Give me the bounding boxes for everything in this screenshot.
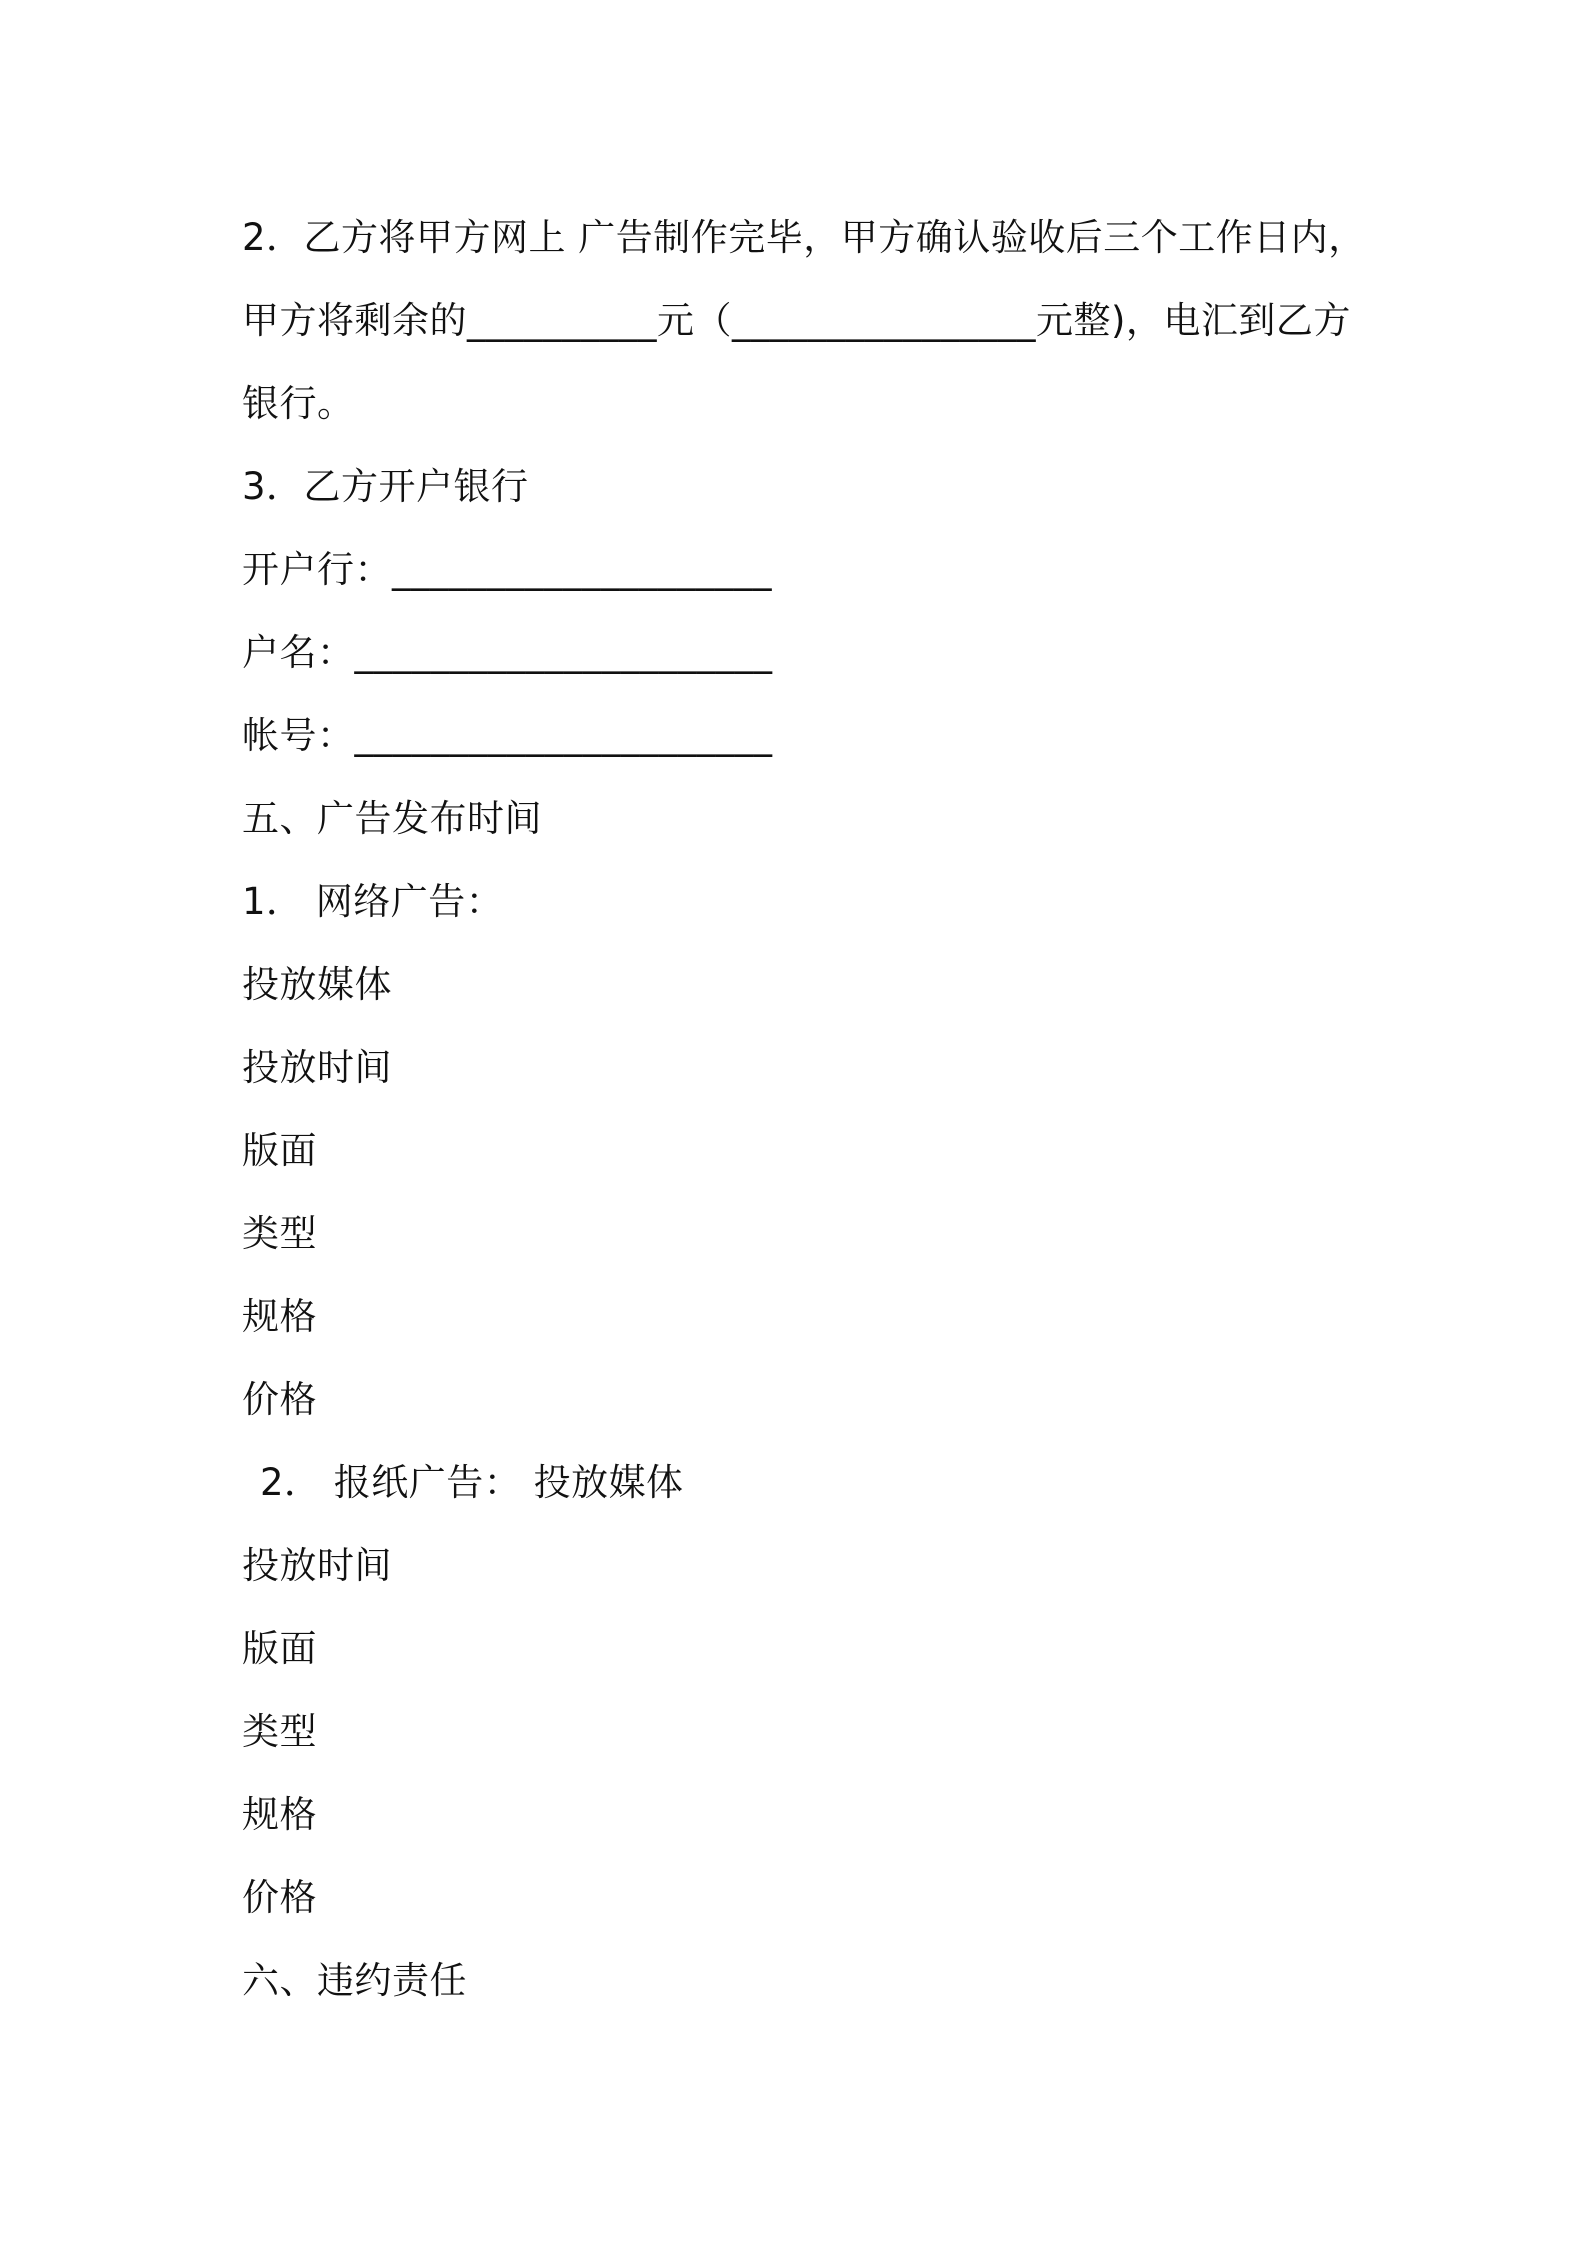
- payment-clause-line-3: 银行。: [242, 382, 355, 425]
- section-5-heading: 五、广告发布时间: [242, 797, 542, 840]
- newspaper-type-label: 类型: [242, 1710, 317, 1753]
- online-media-label: 投放媒体: [242, 963, 392, 1006]
- payment-clause-line-2: 甲方将剩余的__________元（________________元整)，电汇到乙方: [242, 299, 1351, 342]
- newspaper-spec-label: 规格: [242, 1793, 317, 1836]
- newspaper-ad-heading: 2． 报纸广告： 投放媒体: [260, 1461, 684, 1504]
- newspaper-time-label: 投放时间: [242, 1544, 392, 1587]
- online-price-label: 价格: [242, 1378, 317, 1421]
- bank-branch-field: 开户行：____________________: [242, 548, 772, 591]
- newspaper-price-label: 价格: [242, 1876, 317, 1919]
- online-time-label: 投放时间: [242, 1046, 392, 1089]
- section-6-heading: 六、违约责任: [242, 1959, 467, 2002]
- account-number-field: 帐号：______________________: [242, 714, 773, 757]
- online-type-label: 类型: [242, 1212, 317, 1255]
- account-name-field: 户名：______________________: [242, 631, 773, 674]
- document-body: [242, 196, 1366, 2022]
- bank-section-title: 3．乙方开户银行: [242, 465, 529, 508]
- newspaper-layout-label: 版面: [242, 1627, 317, 1670]
- payment-clause-line-1: 2．乙方将甲方网上 广告制作完毕，甲方确认验收后三个工作日内，: [242, 216, 1366, 259]
- online-layout-label: 版面: [242, 1129, 317, 1172]
- online-spec-label: 规格: [242, 1295, 317, 1338]
- online-ad-heading: 1． 网络广告：: [242, 880, 504, 923]
